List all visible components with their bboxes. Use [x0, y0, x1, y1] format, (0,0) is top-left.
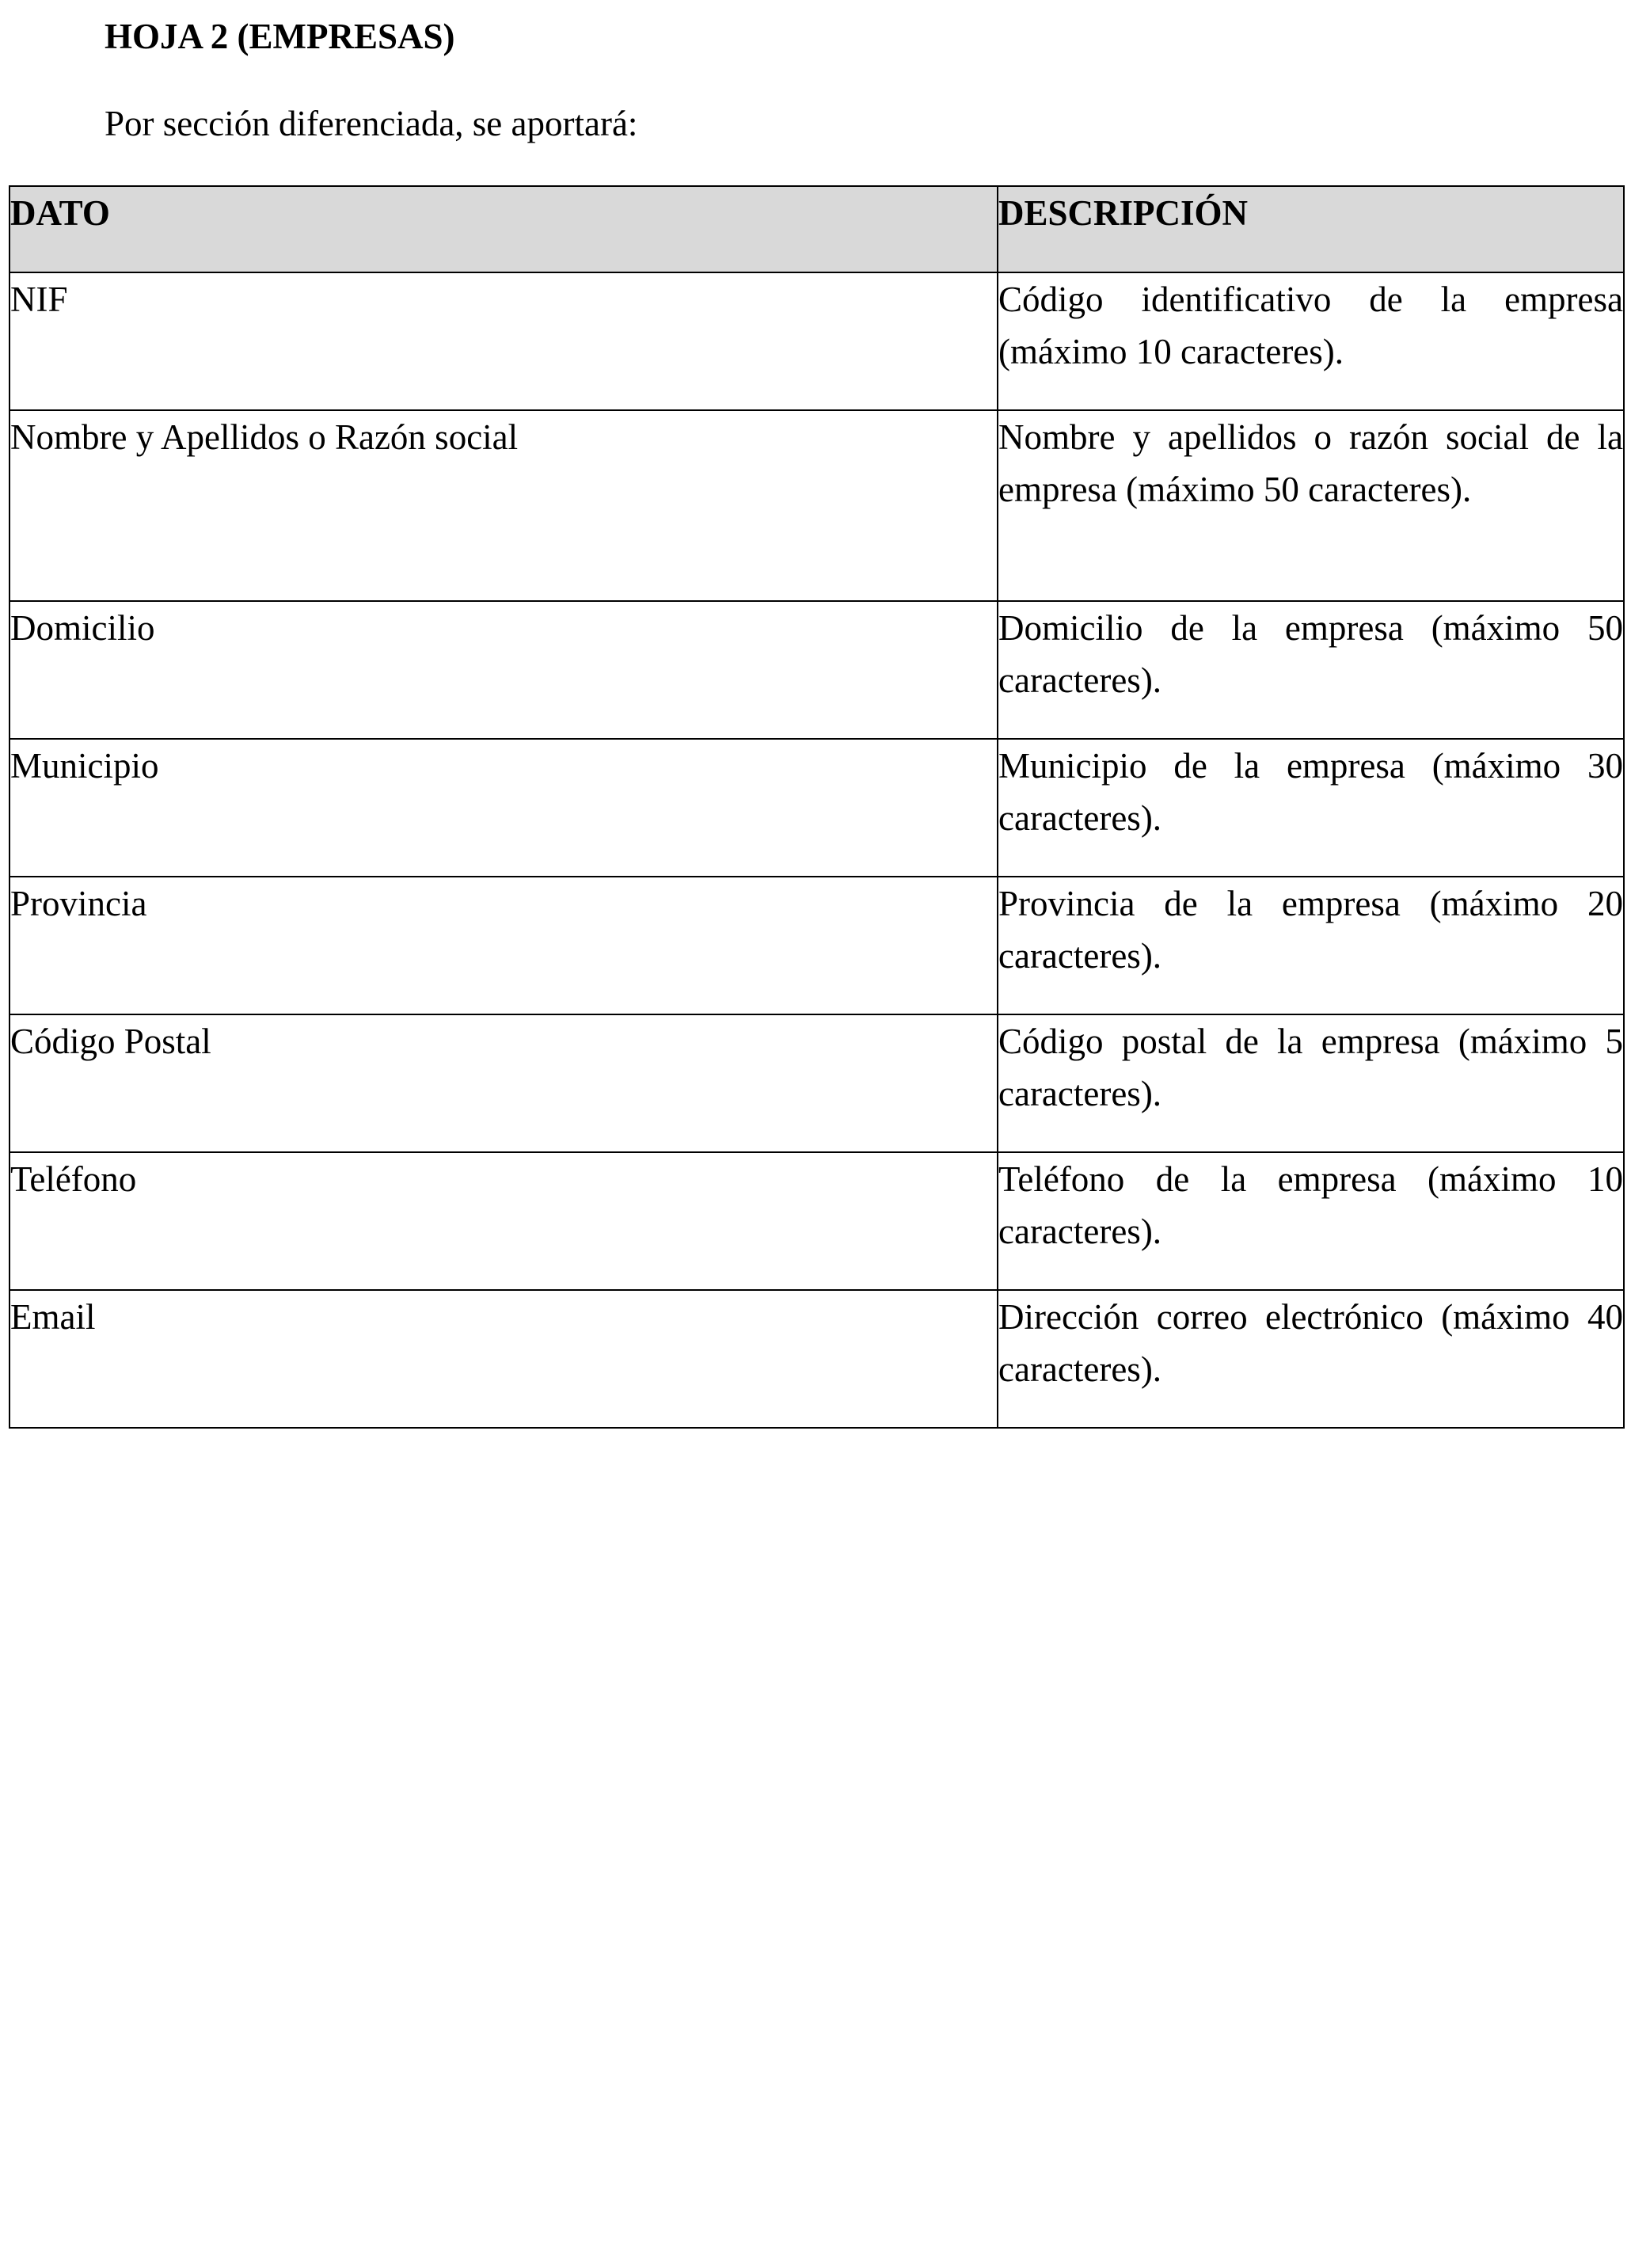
table-row	[10, 1152, 1624, 1290]
cell-dato: Provincia	[10, 877, 998, 1014]
table-row	[10, 1290, 1624, 1428]
table-row	[10, 1014, 1624, 1152]
column-header-dato: DATO	[10, 186, 998, 272]
cell-descripcion: Municipio de la empresa (máximo 30 caracteres).	[998, 739, 1624, 877]
cell-descripcion: Teléfono de la empresa (máximo 10 caracteres).	[998, 1152, 1624, 1290]
cell-descripcion: Nombre y apellidos o razón social de la empresa (máximo 50 caracteres).	[998, 410, 1624, 601]
intro-paragraph: Por sección diferenciada, se aportará:	[105, 104, 638, 143]
cell-dato: Código Postal	[10, 1014, 998, 1152]
cell-dato: Teléfono	[10, 1152, 998, 1290]
cell-descripcion: Dirección correo electrónico (máximo 40 caracteres).	[998, 1290, 1624, 1428]
cell-dato: Municipio	[10, 739, 998, 877]
table-row	[10, 601, 1624, 739]
cell-dato: Nombre y Apellidos o Razón social	[10, 410, 998, 601]
table-row	[10, 739, 1624, 877]
table-header-row	[10, 186, 1624, 272]
cell-dato: NIF	[10, 272, 998, 410]
cell-descripcion: Provincia de la empresa (máximo 20 caracteres).	[998, 877, 1624, 1014]
table-row	[10, 410, 1624, 601]
table-row	[10, 272, 1624, 410]
cell-descripcion: Código identificativo de la empresa (máximo 10 caracteres).	[998, 272, 1624, 410]
document-heading: HOJA 2 (EMPRESAS)	[105, 17, 455, 56]
cell-descripcion: Código postal de la empresa (máximo 5 caracteres).	[998, 1014, 1624, 1152]
cell-dato: Domicilio	[10, 601, 998, 739]
cell-dato: Email	[10, 1290, 998, 1428]
data-table	[9, 185, 1625, 1429]
column-header-descripcion: DESCRIPCIÓN	[998, 186, 1624, 272]
cell-descripcion: Domicilio de la empresa (máximo 50 caracteres).	[998, 601, 1624, 739]
table-row	[10, 877, 1624, 1014]
